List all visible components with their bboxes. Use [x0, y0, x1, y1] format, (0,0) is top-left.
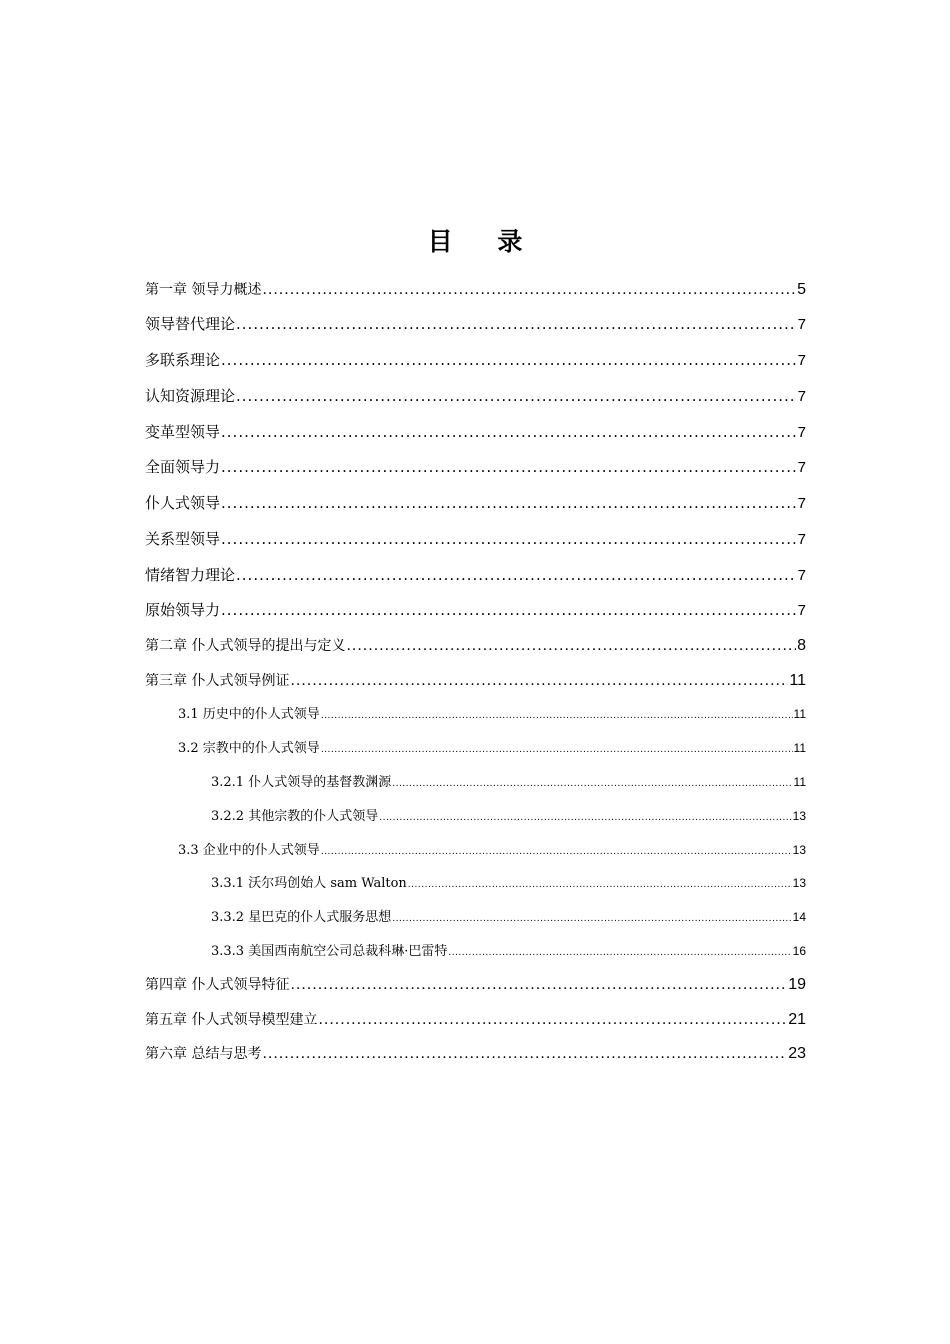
toc-entry-label: 认知资源理论 [145, 387, 236, 405]
dot-leader [221, 496, 797, 511]
toc-entry-label: 3.3.1 沃尔玛创始人 sam Walton [211, 876, 407, 891]
toc-entry-page: 7 [797, 531, 806, 548]
toc-entry-page: 19 [788, 976, 806, 993]
toc-entry-page: 7 [797, 388, 806, 405]
toc-entry-page: 7 [797, 459, 806, 476]
toc-entry-page: 16 [792, 944, 806, 958]
toc-entry[interactable] [211, 945, 806, 958]
toc-entry-label: 仆人式领导 [145, 494, 221, 512]
dot-leader [392, 911, 791, 924]
toc-entry-label: 3.2.1 仆人式领导的基督教渊源 [211, 775, 392, 790]
dot-leader [318, 1013, 787, 1027]
toc-entry-page: 14 [792, 910, 806, 924]
toc-entry-label: 3.1 历史中的仆人式领导 [178, 707, 320, 722]
toc-entry-label: 3.2.2 其他宗教的仆人式领导 [211, 809, 379, 824]
toc-entry[interactable] [145, 1046, 806, 1062]
dot-leader [221, 353, 797, 368]
toc-entry[interactable] [145, 532, 806, 547]
toc-entry[interactable] [211, 911, 806, 924]
toc-entry-page: 7 [797, 424, 806, 441]
dot-leader [221, 460, 797, 475]
toc-entry[interactable] [145, 425, 806, 440]
toc-entry[interactable] [145, 317, 806, 332]
dot-leader [221, 532, 797, 547]
toc-entry-label: 多联系理论 [145, 351, 221, 369]
dot-leader [321, 742, 793, 755]
toc-entry-page: 7 [797, 602, 806, 619]
toc-entry[interactable] [145, 568, 806, 583]
toc-entry[interactable] [145, 1012, 806, 1028]
toc-entry[interactable] [178, 708, 806, 721]
toc-entry-page: 7 [797, 495, 806, 512]
toc-entry[interactable] [178, 844, 806, 857]
toc-entry-label: 全面领导力 [145, 458, 221, 476]
toc-entry-page: 11 [793, 741, 806, 755]
toc-entry-label: 情绪智力理论 [145, 566, 236, 584]
toc-entry-page: 21 [788, 1011, 806, 1028]
toc-entry-page: 7 [797, 316, 806, 333]
toc-entry-label: 3.3 企业中的仆人式领导 [178, 843, 320, 858]
toc-entry-page: 11 [793, 775, 806, 789]
toc-entry[interactable] [145, 496, 806, 511]
toc-entry-page: 13 [792, 809, 806, 823]
toc-entry-page: 23 [788, 1045, 806, 1062]
dot-leader [236, 568, 797, 583]
toc-entry-label: 3.2 宗教中的仆人式领导 [178, 741, 320, 756]
toc-entry[interactable] [145, 282, 806, 298]
toc-entry-page: 13 [792, 843, 806, 857]
dot-leader [448, 945, 791, 958]
toc-entry[interactable] [145, 460, 806, 475]
dot-leader [321, 844, 792, 857]
toc-entry[interactable] [145, 603, 806, 618]
toc-entry[interactable] [145, 389, 806, 404]
dot-leader [221, 425, 797, 440]
toc-entry-page: 8 [797, 637, 806, 654]
dot-leader [392, 776, 792, 789]
toc-entry-label: 变革型领导 [145, 423, 221, 441]
toc-entry-label: 3.3.3 美国西南航空公司总裁科琳·巴雷特 [211, 944, 448, 959]
dot-leader [290, 674, 788, 688]
dot-leader [262, 1047, 787, 1061]
toc-entry-label: 关系型领导 [145, 530, 221, 548]
toc-entry-label: 领导替代理论 [145, 315, 236, 333]
toc-entry-label: 第六章 总结与思考 [145, 1046, 262, 1062]
toc-entry[interactable] [145, 673, 806, 689]
toc-entry-label: 第三章 仆人式领导例证 [145, 673, 290, 689]
dot-leader [290, 978, 787, 992]
dot-leader [321, 708, 793, 721]
toc-entry[interactable] [178, 742, 806, 755]
toc-entry-label: 3.3.2 星巴克的仆人式服务思想 [211, 910, 392, 925]
toc-entry[interactable] [145, 353, 806, 368]
toc-entry[interactable] [211, 810, 806, 823]
toc-entry-page: 13 [792, 876, 806, 890]
toc-entry-label: 第四章 仆人式领导特征 [145, 977, 290, 993]
dot-leader [408, 877, 792, 890]
dot-leader [262, 283, 796, 297]
toc-entry[interactable] [145, 638, 806, 654]
dot-leader [346, 639, 796, 653]
toc-entry-label: 第五章 仆人式领导模型建立 [145, 1012, 318, 1028]
toc-entry[interactable] [211, 877, 806, 890]
toc-entry-page: 5 [797, 281, 806, 298]
dot-leader [379, 810, 791, 823]
toc-entry[interactable] [145, 977, 806, 993]
toc-entry-page: 7 [797, 352, 806, 369]
page-title: 目 录 [427, 227, 541, 256]
toc-entry-page: 11 [789, 672, 806, 689]
toc-entry-label: 第二章 仆人式领导的提出与定义 [145, 638, 346, 654]
toc-entry-label: 第一章 领导力概述 [145, 282, 262, 298]
toc-entry[interactable] [211, 776, 806, 789]
toc-entry-page: 7 [797, 567, 806, 584]
dot-leader [236, 317, 797, 332]
dot-leader [236, 389, 797, 404]
toc-entry-label: 原始领导力 [145, 601, 221, 619]
dot-leader [221, 603, 797, 618]
toc-entry-page: 11 [793, 707, 806, 721]
